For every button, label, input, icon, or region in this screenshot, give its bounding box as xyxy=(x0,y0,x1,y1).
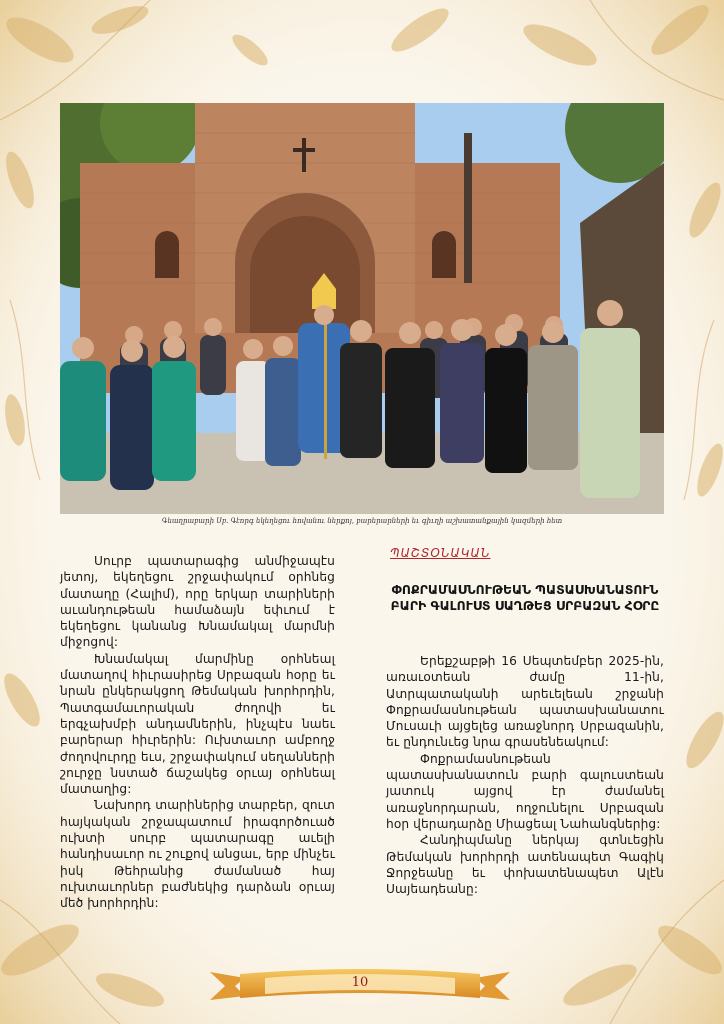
church-group-photo xyxy=(60,103,664,514)
right-paragraph: Երեքշաբթի 16 Սեպտեմբեր 2025-ին, առաւօտեան ժամը 11-ին, Ատրպատականի արեւելեան շրջանի Փոքրամասնութեան պատասխանատու Մուսաւի այցելեց առաջնորդ Սրբազանին, եւ ընդունւեց նրա գրասենեակում: xyxy=(386,654,664,750)
photo-caption: Գեաղրաբարի Սբ. Գէորգ եկեղեցու հովանու ներքոյ, բարերարների եւ գիւղի աշխատանքային կազմերի հետ xyxy=(161,517,563,525)
left-paragraph: Նախորդ տարիներից տարբեր, զուտ հայկական շրջապատում իրագործուած ուխտի սուրբ պատարագը աւելի հանդիսաւոր ու շուքով անցաւ, երբ մինչեւ իսկ Թեհրանից ժամանած հայ ուխտաւորներ բաժնեկից դարձան օրւայ մեծ խորհրդին: xyxy=(60,798,335,911)
page-number: 10 xyxy=(351,975,369,990)
right-article-column xyxy=(386,653,664,897)
right-paragraph: Հանդիպմանը ներկայ գտնւեցին Թեմական խորհրդի ատենապետ Գագիկ Ջորջեանը եւ փոխատենապետ Ալէն Սայեադեանը: xyxy=(386,833,664,897)
left-paragraph: Խնամակալ մարմինը օրհնեալ մատաղով հիւրասիրեց Սրբազան հօրը եւ նրան ընկերակցող Թեմական խորհրդին, Պատգամաւորական ժողովի եւ երգչախմբի անդամներին, ինչպէս նաեւ բարերար հիւրերին: Ուխտաւոր ամբողջ ժողովուրդը եւս, շրջափակում սեղանների շուրջը նստած ճաշակեց օրւայ օրհնեալ մատաղից: xyxy=(60,651,335,797)
left-paragraph: Սուրբ պատարագից անմիջապէս յետոյ, եկեղեցու շրջափակում օրհնեց մատաղը (Հալիմ), որը երկար տարիների աւանդութեան համաձայն եփւում է եկեղեցու կանանց Խնամակալ մարմնի միջոցով: xyxy=(60,554,335,650)
section-label: ՊԱՇՏՕՆԱԿԱՆ xyxy=(390,546,491,560)
article-headline: ՓՈՔՐԱՄԱՍՆՈՒԹԵԱՆ ՊԱՏԱՍԽԱՆԱՏՈՒՆ ԲԱՐԻ ԳԱԼՈՒՍՏ ՍԱՂԹԵՑ ՍՐԲԱԶԱՆ ՀՕՐԸ xyxy=(390,582,660,613)
right-paragraph: Փոքրամասնութեան պատասխանատուն բարի գալուստեան յատուկ այցով էր ժամանել առաջնորդարան, ողջունելու Սրբազան հօր վերադարձը Միացեալ Նահանգներից: xyxy=(386,751,664,831)
left-article-column xyxy=(60,553,335,912)
